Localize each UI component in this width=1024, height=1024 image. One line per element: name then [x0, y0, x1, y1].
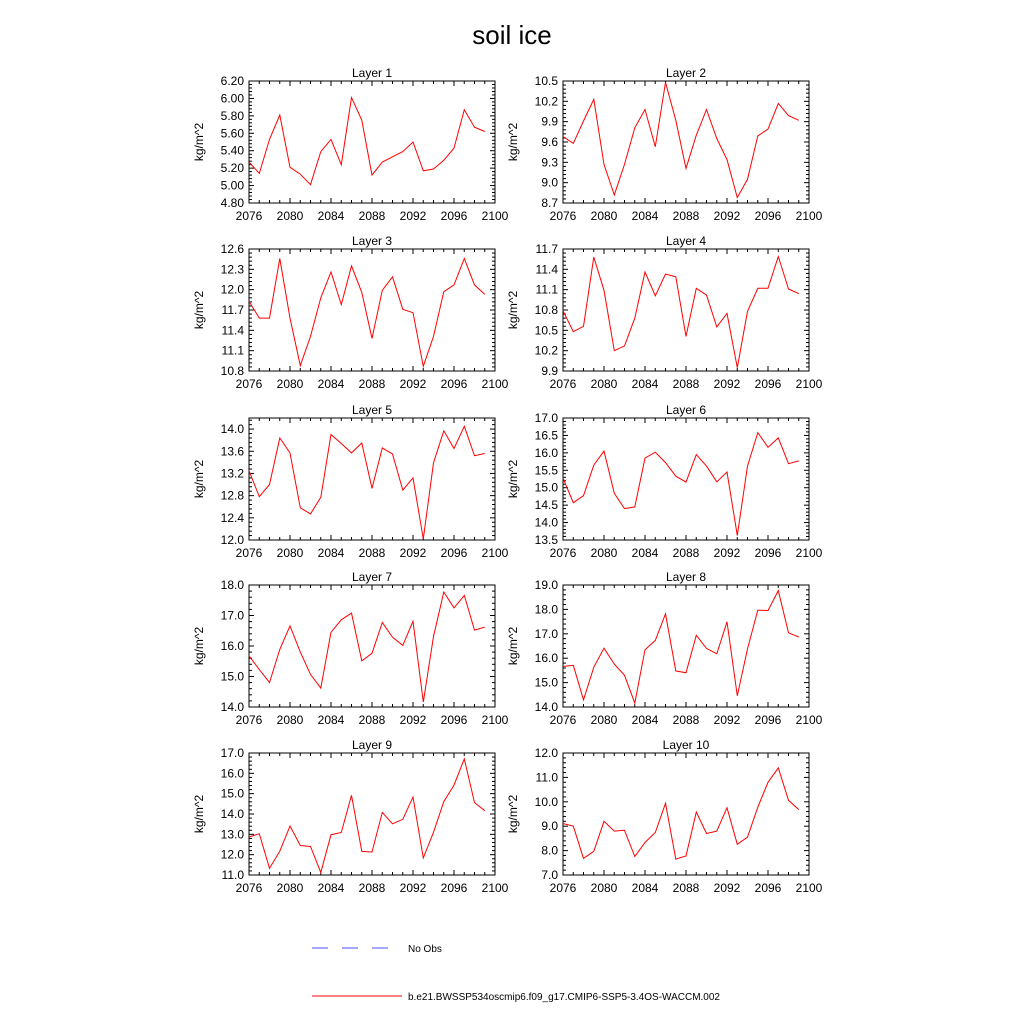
plot-frame	[563, 418, 809, 540]
x-tick-label: 2096	[754, 713, 782, 727]
legend-obs-label: No Obs	[408, 944, 442, 955]
y-tick-label: 6.20	[220, 74, 244, 88]
series-line	[249, 759, 485, 873]
x-tick-label: 2092	[399, 713, 427, 727]
x-tick-label: 2096	[440, 881, 468, 895]
y-tick-label: 11.7	[221, 303, 244, 317]
x-tick-label: 2100	[795, 377, 823, 391]
y-tick-label: 11.1	[535, 282, 558, 297]
plot-frame	[563, 81, 809, 203]
y-tick-label: 9.9	[541, 114, 558, 129]
panel-title: Layer 7	[351, 570, 393, 584]
y-tick-label: 5.60	[220, 126, 244, 141]
x-tick-label: 2096	[754, 881, 782, 895]
x-tick-label: 2088	[672, 881, 700, 895]
y-tick-label: 15.0	[534, 480, 558, 495]
y-tick-label: 11.0	[535, 770, 558, 785]
x-tick-label: 2084	[631, 209, 659, 223]
panel-layer-3	[192, 234, 509, 391]
y-tick-label: 14.5	[534, 498, 558, 513]
y-tick-label: 10.5	[534, 74, 558, 88]
series-line	[249, 98, 485, 185]
panel-layer-7	[192, 570, 509, 727]
x-tick-label: 2092	[399, 377, 427, 391]
panels-group	[192, 66, 823, 895]
y-tick-label: 12.8	[220, 488, 244, 503]
y-tick-label: 11.4	[221, 323, 244, 338]
x-tick-label: 2076	[235, 209, 263, 223]
y-tick-label: 12.0	[220, 533, 244, 547]
y-tick-label: 15.0	[534, 675, 558, 690]
x-tick-label: 2076	[235, 713, 263, 727]
x-tick-label: 2092	[713, 377, 741, 391]
y-tick-label: 4.80	[220, 196, 244, 210]
x-tick-label: 2100	[795, 209, 823, 223]
y-tick-label: 12.4	[220, 510, 244, 525]
y-tick-label: 10.0	[534, 794, 558, 809]
x-tick-label: 2088	[672, 546, 700, 560]
x-tick-label: 2088	[672, 209, 700, 223]
series-line	[563, 433, 799, 536]
y-tick-label: 16.0	[220, 766, 244, 781]
y-tick-label: 16.0	[534, 445, 558, 460]
panel-title: Layer 1	[351, 66, 393, 80]
x-tick-label: 2100	[481, 209, 509, 223]
panel-title: Layer 6	[665, 403, 707, 417]
x-tick-label: 2096	[440, 546, 468, 560]
x-tick-label: 2084	[317, 546, 345, 560]
x-tick-label: 2096	[440, 209, 468, 223]
x-tick-label: 2088	[358, 209, 386, 223]
plot-frame	[249, 418, 495, 540]
x-tick-label: 2100	[795, 713, 823, 727]
figure-title: soil ice	[472, 20, 552, 50]
x-tick-label: 2080	[590, 713, 618, 727]
y-tick-label: 17.0	[534, 626, 558, 641]
x-tick-label: 2076	[549, 209, 577, 223]
x-tick-label: 2084	[631, 881, 659, 895]
y-tick-label: 15.0	[220, 669, 244, 684]
y-axis-label: kg/m^2	[506, 290, 520, 330]
panel-layer-5	[192, 403, 509, 560]
y-tick-label: 5.80	[220, 108, 244, 123]
y-tick-label: 10.8	[220, 364, 244, 378]
y-tick-label: 14.0	[220, 700, 244, 714]
x-tick-label: 2076	[549, 377, 577, 391]
y-tick-label: 10.2	[534, 343, 558, 358]
series-line	[249, 426, 485, 539]
y-tick-label: 11.7	[535, 242, 558, 256]
y-axis-label: kg/m^2	[506, 626, 520, 666]
y-tick-label: 17.0	[220, 608, 244, 623]
y-tick-label: 14.0	[220, 807, 244, 821]
x-tick-label: 2080	[590, 546, 618, 560]
y-tick-label: 16.0	[220, 639, 244, 653]
plot-frame	[249, 81, 495, 203]
y-tick-label: 16.5	[534, 428, 558, 443]
y-tick-label: 12.0	[220, 282, 244, 297]
y-tick-label: 15.0	[220, 786, 244, 801]
panel-layer-8	[506, 570, 823, 727]
x-tick-label: 2084	[317, 209, 345, 223]
x-tick-label: 2080	[590, 881, 618, 895]
y-tick-label: 12.3	[220, 262, 244, 277]
x-tick-label: 2080	[276, 546, 304, 560]
panel-layer-9	[192, 738, 509, 895]
y-tick-label: 17.0	[534, 411, 558, 425]
y-tick-label: 19.0	[534, 578, 558, 592]
x-tick-label: 2092	[399, 546, 427, 560]
y-tick-label: 13.5	[534, 533, 558, 547]
x-tick-label: 2088	[358, 881, 386, 895]
x-tick-label: 2076	[549, 881, 577, 895]
series-line	[249, 259, 485, 367]
panel-layer-6	[506, 403, 823, 560]
x-tick-label: 2076	[235, 881, 263, 895]
y-tick-label: 14.0	[534, 515, 558, 530]
x-tick-label: 2080	[590, 209, 618, 223]
x-tick-label: 2092	[399, 209, 427, 223]
x-tick-label: 2096	[440, 713, 468, 727]
x-tick-label: 2084	[631, 546, 659, 560]
y-tick-label: 9.6	[541, 135, 558, 149]
x-tick-label: 2092	[713, 209, 741, 223]
y-tick-label: 6.00	[220, 91, 244, 106]
y-tick-label: 12.6	[220, 242, 244, 256]
x-tick-label: 2080	[276, 881, 304, 895]
x-tick-label: 2080	[276, 713, 304, 727]
series-line	[563, 257, 799, 368]
y-axis-label: kg/m^2	[506, 794, 520, 834]
x-tick-label: 2088	[358, 377, 386, 391]
y-tick-label: 12.0	[220, 847, 244, 862]
y-axis-label: kg/m^2	[192, 459, 206, 499]
legend-model-label: b.e21.BWSSP534oscmip6.f09_g17.CMIP6-SSP5-3.4OS-WACCM.002	[408, 992, 720, 1003]
x-tick-label: 2092	[399, 881, 427, 895]
x-tick-label: 2076	[235, 546, 263, 560]
panel-layer-1	[192, 66, 509, 223]
x-tick-label: 2092	[713, 713, 741, 727]
y-tick-label: 9.0	[541, 175, 558, 190]
y-tick-label: 5.00	[220, 178, 244, 193]
y-tick-label: 12.0	[534, 746, 558, 760]
y-tick-label: 18.0	[534, 602, 558, 617]
panel-layer-4	[506, 234, 823, 391]
x-tick-label: 2084	[317, 377, 345, 391]
x-tick-label: 2088	[672, 713, 700, 727]
legend	[312, 944, 720, 1003]
series-line	[563, 82, 799, 197]
x-tick-label: 2076	[549, 546, 577, 560]
x-tick-label: 2096	[440, 377, 468, 391]
y-axis-label: kg/m^2	[192, 290, 206, 330]
x-tick-label: 2096	[754, 209, 782, 223]
y-tick-label: 5.40	[220, 143, 244, 158]
panel-title: Layer 9	[351, 738, 393, 752]
x-tick-label: 2088	[672, 377, 700, 391]
x-tick-label: 2100	[481, 377, 509, 391]
x-tick-label: 2100	[795, 546, 823, 560]
y-tick-label: 10.5	[534, 323, 558, 338]
x-tick-label: 2100	[795, 881, 823, 895]
x-tick-label: 2096	[754, 377, 782, 391]
plot-frame	[249, 753, 495, 875]
panel-title: Layer 5	[351, 403, 393, 417]
x-tick-label: 2092	[713, 881, 741, 895]
y-axis-label: kg/m^2	[192, 794, 206, 834]
panel-title: Layer 8	[665, 570, 707, 584]
y-axis-label: kg/m^2	[192, 626, 206, 666]
x-tick-label: 2080	[276, 377, 304, 391]
y-tick-label: 13.2	[220, 466, 244, 481]
x-tick-label: 2088	[358, 546, 386, 560]
x-tick-label: 2080	[276, 209, 304, 223]
x-tick-label: 2096	[754, 546, 782, 560]
x-tick-label: 2100	[481, 881, 509, 895]
y-axis-label: kg/m^2	[192, 122, 206, 162]
y-tick-label: 13.6	[220, 444, 244, 459]
panel-layer-10	[506, 738, 823, 895]
x-tick-label: 2076	[235, 377, 263, 391]
y-tick-label: 13.0	[220, 827, 244, 842]
plot-frame	[563, 249, 809, 371]
y-tick-label: 8.7	[541, 196, 558, 210]
y-tick-label: 11.0	[221, 868, 244, 882]
y-tick-label: 5.20	[220, 161, 244, 176]
x-tick-label: 2076	[549, 713, 577, 727]
y-tick-label: 10.2	[534, 94, 558, 109]
y-tick-label: 9.0	[541, 819, 558, 834]
y-tick-label: 14.0	[220, 422, 244, 437]
x-tick-label: 2084	[631, 713, 659, 727]
y-tick-label: 10.8	[534, 303, 558, 317]
y-tick-label: 17.0	[220, 746, 244, 760]
y-tick-label: 8.0	[541, 843, 558, 858]
panel-title: Layer 3	[351, 234, 393, 248]
y-axis-label: kg/m^2	[506, 459, 520, 499]
series-line	[249, 592, 485, 702]
y-tick-label: 11.4	[535, 262, 558, 277]
x-tick-label: 2084	[317, 713, 345, 727]
x-tick-label: 2084	[631, 377, 659, 391]
series-line	[563, 591, 799, 704]
y-tick-label: 15.5	[534, 463, 558, 478]
x-tick-label: 2084	[317, 881, 345, 895]
y-tick-label: 14.0	[534, 700, 558, 714]
y-tick-label: 9.3	[541, 155, 558, 170]
y-axis-label: kg/m^2	[506, 122, 520, 162]
y-tick-label: 18.0	[220, 578, 244, 592]
series-line	[563, 768, 799, 859]
y-tick-label: 11.1	[221, 343, 244, 358]
panel-title: Layer 2	[665, 66, 707, 80]
plot-frame	[249, 249, 495, 371]
plot-frame	[563, 753, 809, 875]
panel-title: Layer 10	[662, 738, 710, 752]
x-tick-label: 2100	[481, 546, 509, 560]
y-tick-label: 7.0	[541, 868, 558, 882]
panel-layer-2	[506, 66, 823, 223]
panel-title: Layer 4	[665, 234, 707, 248]
x-tick-label: 2092	[713, 546, 741, 560]
y-tick-label: 16.0	[534, 651, 558, 666]
x-tick-label: 2100	[481, 713, 509, 727]
x-tick-label: 2080	[590, 377, 618, 391]
x-tick-label: 2088	[358, 713, 386, 727]
y-tick-label: 9.9	[541, 364, 558, 378]
